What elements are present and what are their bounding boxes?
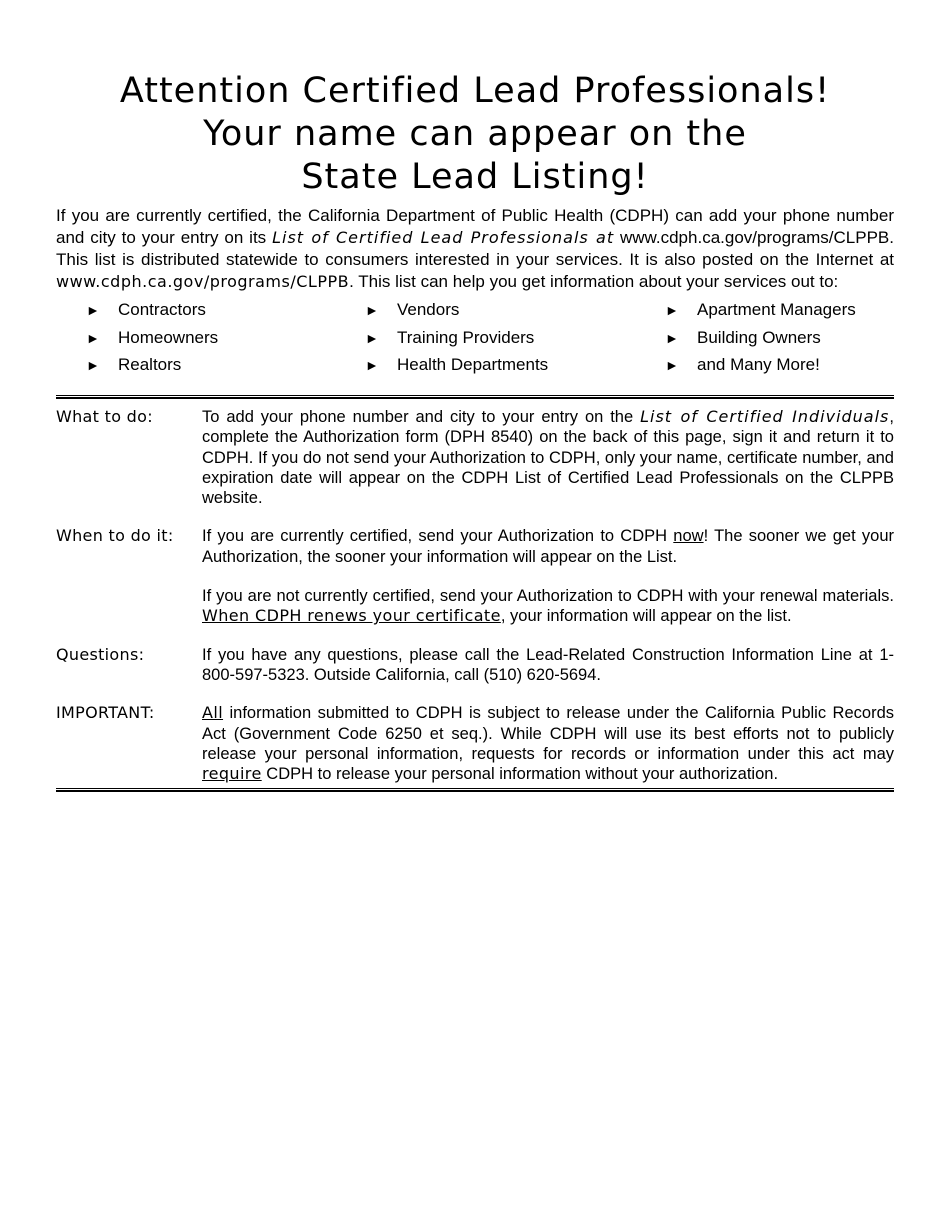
info-sections — [56, 407, 894, 784]
list-item-label: Vendors — [397, 300, 460, 319]
intro-list-name: List of Certified Lead Professionals at — [272, 228, 615, 247]
section-content — [202, 407, 894, 508]
intro-web-url: www.cdph.ca.gov/programs/CLPPB — [56, 272, 350, 291]
top-double-rule — [56, 395, 894, 399]
when-now-underlined: now — [673, 527, 704, 546]
section-content — [202, 526, 894, 626]
when-text-3: If you are not currently certified, send your Authorization to CDPH with your renewal materials. — [202, 587, 894, 606]
list-item — [665, 327, 856, 355]
section-what-to-do — [56, 407, 894, 508]
section-content — [202, 703, 894, 784]
arrow-bullet-icon: ► — [665, 329, 679, 346]
important-require-underlined: require — [202, 764, 262, 784]
bullet-column-3 — [665, 299, 856, 382]
list-item — [86, 354, 218, 382]
what-list-name: List of Certified Individuals — [640, 407, 890, 426]
section-label: What to do: — [56, 407, 153, 426]
important-text-2: CDPH to release your personal information without your authorization. — [261, 765, 779, 784]
list-item — [365, 327, 548, 355]
list-item-label: Health Departments — [397, 355, 549, 374]
list-item — [86, 327, 218, 355]
intro-text-2: www.cdph.ca.gov/programs/CLPPB. This list is distributed statewide to consumers interested in your services. It is also posted on the Internet at — [56, 228, 894, 269]
when-paragraph-2 — [202, 586, 894, 627]
what-text-2: , complete the Authorization form (DPH 8540) on the back of this page, sign it and return it to CDPH. If you do not send your Authorization to CDPH, only your name, certificate number, and expiration date will appear on the CDPH List of Certified Lead Professionals on the CLPPB website. — [202, 408, 894, 508]
title-line-2: Your name can appear on the — [203, 114, 747, 154]
section-important — [56, 703, 894, 784]
section-questions — [56, 645, 894, 686]
list-item — [86, 299, 218, 327]
section-label: Questions: — [56, 644, 145, 664]
list-item-label: Apartment Managers — [697, 300, 856, 319]
audience-bullet-list — [56, 299, 894, 381]
important-text-1: information submitted to CDPH is subject to release under the California Public Records Act (Government Code 6250 et seq.). While CDPH will use its best efforts not to publicly release your personal information, requests for records or information under this act may — [202, 704, 894, 763]
list-item-label: Contractors — [118, 300, 206, 319]
page-title — [56, 70, 894, 199]
bullet-column-2 — [365, 299, 548, 382]
arrow-bullet-icon: ► — [86, 329, 100, 346]
arrow-bullet-icon: ► — [665, 302, 679, 318]
document-page — [56, 70, 894, 792]
important-all-underlined: All — [202, 703, 224, 723]
when-renews-underlined: When CDPH renews your certificate — [202, 606, 501, 626]
when-text-1: If you are currently certified, send your Authorization to CDPH — [202, 527, 674, 546]
section-when-to-do-it — [56, 526, 894, 626]
list-item — [665, 299, 856, 327]
section-content: If you have any questions, please call the Lead-Related Construction Information Line at 1-800-597-5323. Outside California, call (510) 620-5694. — [202, 645, 894, 684]
title-line-1: Attention Certified Lead Professionals! — [119, 71, 831, 111]
list-item — [665, 354, 856, 382]
when-text-4: , your information will appear on the list. — [500, 607, 792, 626]
list-item — [365, 299, 548, 327]
list-item-label: and Many More! — [697, 355, 820, 374]
arrow-bullet-icon: ► — [365, 329, 379, 346]
arrow-bullet-icon: ► — [86, 302, 100, 318]
list-item-label: Homeowners — [118, 327, 219, 347]
what-text-1: To add your phone number and city to your entry on the — [202, 408, 641, 426]
intro-paragraph — [56, 205, 894, 293]
intro-text-3: . This list can help you get information about your services out to: — [349, 272, 839, 291]
arrow-bullet-icon: ► — [86, 357, 100, 373]
section-label: IMPORTANT: — [56, 703, 155, 723]
list-item-label: Training Providers — [397, 327, 535, 347]
arrow-bullet-icon: ► — [365, 302, 379, 318]
list-item-label: Realtors — [118, 355, 182, 374]
when-paragraph-1 — [202, 526, 894, 567]
title-line-3: State Lead Listing! — [301, 157, 649, 197]
list-item — [365, 354, 548, 382]
intro-text-1: If you are currently certified, the California Department of Public Health (CDPH) can add your phone number and city to your entry on its — [56, 206, 894, 247]
arrow-bullet-icon: ► — [665, 357, 679, 373]
bullet-column-1 — [86, 299, 218, 382]
when-text-2: ! The sooner we get your Authorization, the sooner your information will appear on the List. — [202, 527, 894, 566]
arrow-bullet-icon: ► — [365, 357, 379, 373]
list-item-label: Building Owners — [697, 327, 821, 347]
bottom-double-rule — [56, 788, 894, 792]
section-label: When to do it: — [56, 526, 174, 546]
